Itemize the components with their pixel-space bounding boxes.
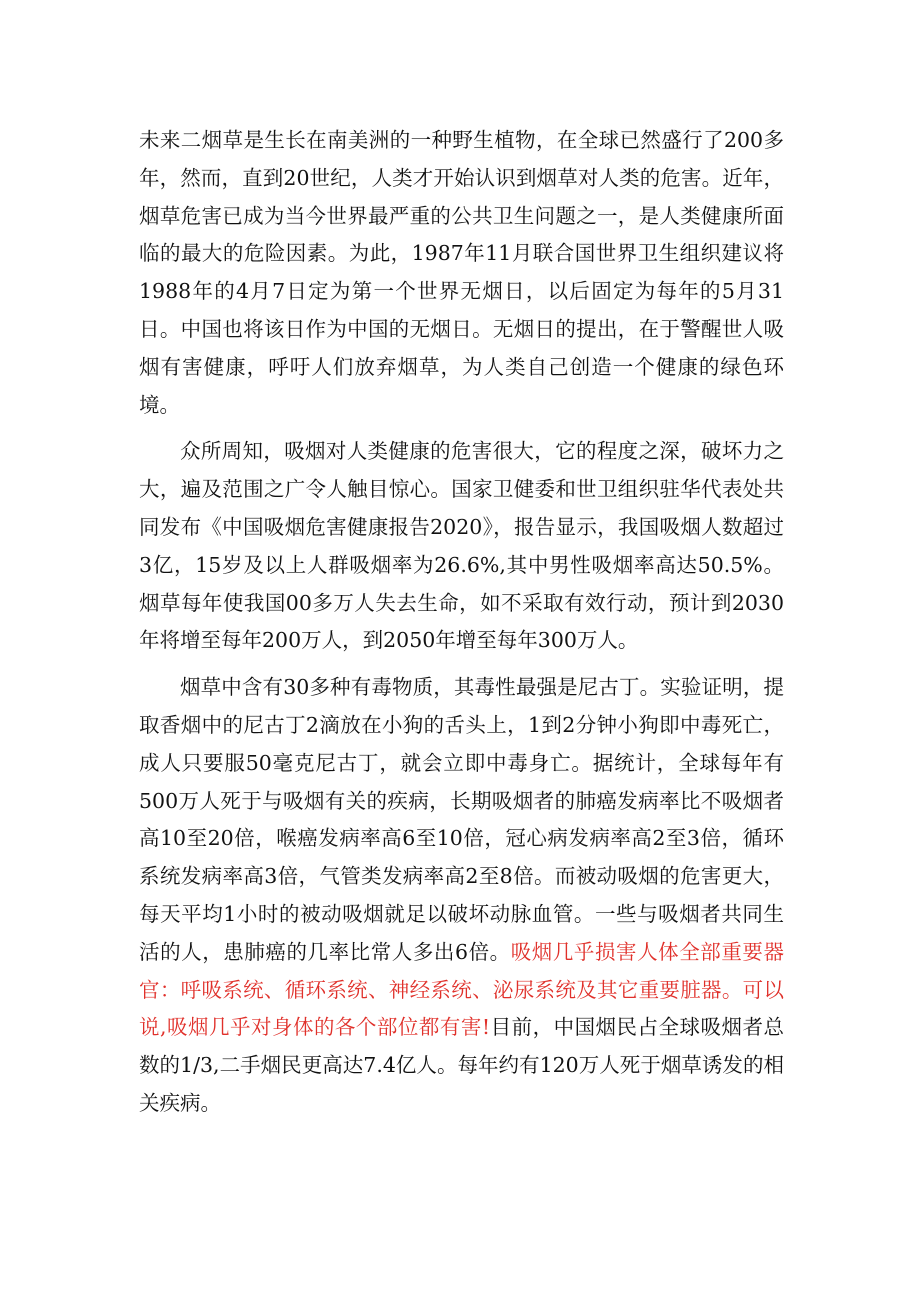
document-body	[139, 122, 784, 1123]
paragraph-nicotine-text: 烟草中含有30多种有毒物质，其毒性最强是尼古丁。实验证明，提取香烟中的尼古丁2滴放在小狗的舌头上，1到2分钟小狗即中毒死亡，成人只要服50毫克尼古丁，就会立即中毒身亡。据统计，全球每年有500万人死于与吸烟有关的疾病，长期吸烟者的肺癌发病率比不吸烟者高10至20倍，喉癌发病率高6至10倍，冠心病发病率高2至3倍，循环系统发病率高3倍，气管类发病率高2至8倍。而被动吸烟的危害更大，每天平均1小时的被动吸烟就足以破坏动脉血管。一些与吸烟者共同生活的人，患肺癌的几率比常人多出6倍。	[139, 675, 784, 964]
highlighted-warning-text: 吸烟几乎损害人体全部重要器官：呼吸系统、循环系统、神经系统、泌尿系统及其它重要脏器。可以说,吸烟几乎对身体的各个部位都有害!	[139, 939, 784, 1040]
paragraph-statistics: 众所周知，吸烟对人类健康的危害很大，它的程度之深，破坏力之大，遍及范围之广令人触目惊心。国家卫健委和世卫组织驻华代表处共同发布《中国吸烟危害健康报告2020》，报告显示，我国吸烟人数超过3亿，15岁及以上人群吸烟率为26.6%,其中男性吸烟率高达50.5%。烟草每年使我国00多万人失去生命，如不采取有效行动，预计到2030年将增至每年200万人，到2050年增至每年300万人。	[139, 439, 784, 653]
paragraph-intro: 未来二烟草是生长在南美洲的一种野生植物，在全球已然盛行了200多年，然而，直到20世纪，人类才开始认识到烟草对人类的危害。近年，烟草危害已成为当今世界最严重的公共卫生问题之一，是人类健康所面临的最大的危险因素。为此，1987年11月联合国世界卫生组织建议将1988年的4月7日定为第一个世界无烟日，以后固定为每年的5月31日。中国也将该日作为中国的无烟日。无烟日的提出，在于警醒世人吸烟有害健康，呼吁人们放弃烟草，为人类自己创造一个健康的绿色环境。	[139, 128, 784, 417]
paragraph-nicotine	[139, 669, 784, 1123]
paragraph-nicotine-closing: 目前，中国烟民占全球吸烟者总数的1/3,二手烟民更高达7.4亿人。每年约有120万人死于烟草诱发的相关疾病。	[139, 1015, 784, 1115]
